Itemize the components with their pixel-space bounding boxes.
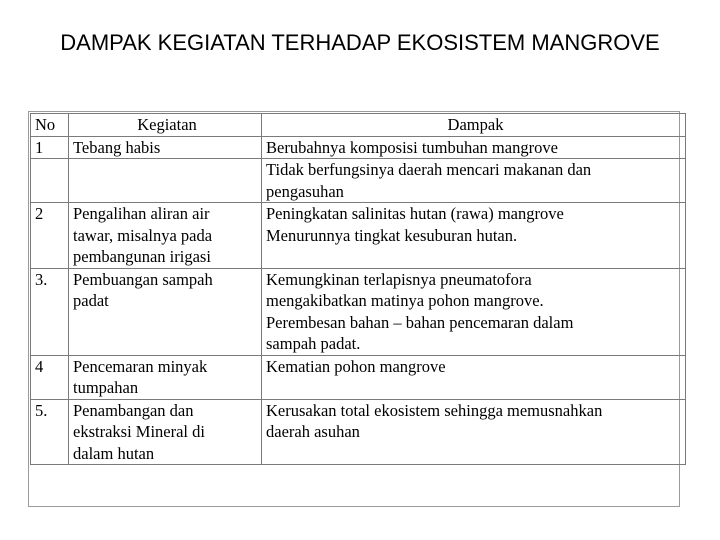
dampak-line: pengasuhan	[266, 181, 344, 201]
kegiatan-line: padat	[73, 291, 109, 310]
row-dampak	[262, 355, 686, 399]
row-no: 2	[31, 203, 69, 269]
dampak-line: Peningkatan salinitas hutan (rawa) mangrove	[266, 204, 564, 223]
dampak-line: daerah asuhan	[266, 422, 360, 441]
dampak-line: Menurunnya tingkat kesuburan hutan.	[266, 225, 518, 245]
row-dampak	[262, 159, 686, 203]
header-kegiatan: Kegiatan	[69, 114, 262, 137]
kegiatan-line: tumpahan	[73, 378, 139, 397]
dampak-line: mengakibatkan matinya pohon mangrove.	[266, 291, 544, 310]
row-kegiatan	[69, 355, 262, 399]
row-dampak	[262, 268, 686, 355]
dampak-line: Kemungkinan terlapisnya pneumatofora	[266, 269, 532, 289]
row-no: 3.	[31, 268, 69, 355]
kegiatan-line: Pengalihan aliran air	[73, 204, 210, 223]
row-no	[31, 159, 69, 203]
row-kegiatan	[69, 136, 262, 159]
impact-table	[30, 113, 686, 465]
row-no: 5.	[31, 399, 69, 465]
table-row	[31, 136, 686, 159]
kegiatan-line: dalam hutan	[73, 443, 155, 463]
row-no: 1	[31, 136, 69, 159]
dampak-line: Kematian pohon mangrove	[266, 356, 446, 376]
kegiatan-line: ekstraksi Mineral di	[73, 422, 205, 441]
kegiatan-line: Penambangan dan	[73, 400, 194, 420]
kegiatan-line: tawar, misalnya pada	[73, 225, 213, 245]
row-dampak	[262, 203, 686, 269]
kegiatan-line: Tebang habis	[73, 137, 161, 157]
row-dampak	[262, 399, 686, 465]
row-dampak	[262, 136, 686, 159]
kegiatan-line: pembangunan irigasi	[73, 247, 211, 266]
row-kegiatan	[69, 159, 262, 203]
dampak-line: Tidak berfungsinya daerah mencari makanan dan	[266, 160, 592, 179]
header-no: No	[31, 114, 69, 137]
dampak-line: Berubahnya komposisi tumbuhan mangrove	[266, 137, 558, 157]
row-kegiatan	[69, 203, 262, 269]
dampak-line: Perembesan bahan – bahan pencemaran dalam	[266, 312, 574, 332]
header-dampak: Dampak	[262, 114, 686, 137]
row-no: 4	[31, 355, 69, 399]
table-header-row	[31, 114, 686, 137]
row-kegiatan	[69, 268, 262, 355]
kegiatan-line: Pembuangan sampah	[73, 269, 213, 289]
page-title: DAMPAK KEGIATAN TERHADAP EKOSISTEM MANGROVE	[60, 30, 660, 55]
table-row	[31, 203, 686, 269]
table-row	[31, 399, 686, 465]
table-row	[31, 268, 686, 355]
dampak-line: sampah padat.	[266, 334, 361, 353]
dampak-line: Kerusakan total ekosistem sehingga memusnahkan	[266, 400, 603, 420]
table-row	[31, 355, 686, 399]
row-kegiatan	[69, 399, 262, 465]
kegiatan-line: Pencemaran minyak	[73, 356, 208, 376]
table-row	[31, 159, 686, 203]
